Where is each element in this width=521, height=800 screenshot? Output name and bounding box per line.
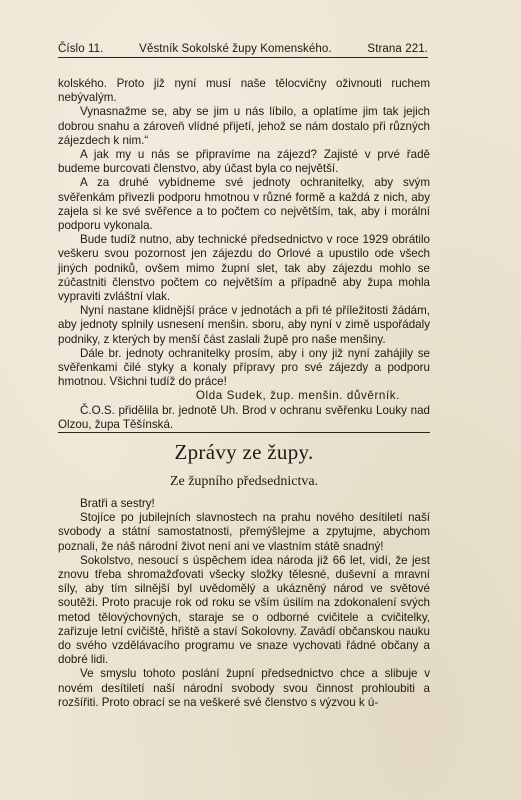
paragraph: A za druhé vybídneme své jednoty ochranitelky, aby svým svěřenkám přivezli podporu hmotnou v různé formě a každá z nich, aby zajela si ke své svěřence a to počtem co největším, tak, aby i morální podporu vykonala. — [58, 176, 430, 233]
paragraph: Dále br. jednoty ochranitelky prosím, aby i ony již nyní zahájily se svěřenkami čilé styky a konaly přípravy pro své zájezdy a podporu hmotnou. Všichni tudíž do práce! — [58, 346, 430, 389]
paragraph: Nyní nastane klidnější práce v jednotách a při té příležitosti žádám, aby jednoty splnily usnesení menšin. sboru, aby nyní v zimě uspořádaly podniky, z kterých by menší část zaslali župě pro naše menšiny. — [58, 304, 430, 346]
paragraph: Ve smyslu tohoto poslání župní předsednictvo chce a slibuje v novém desítiletí naší národní svobody svou činnost prohloubiti a rozšířiti. Proto obrací se na veškeré své členstvo s výzvou k ú- — [58, 667, 430, 709]
page-number: Strana 221. — [367, 43, 428, 55]
paragraph: Stojíce po jubilejních slavnostech na prahu nového desítiletí naší svobody a státní samostatnosti, přemýšlejme a zpytujme, abychom poznali, že náš národní život není ani ve vlastním státě snadný! — [58, 511, 430, 553]
salutation: Bratři a sestry! — [80, 497, 155, 510]
paragraph: A jak my u nás se připravíme na zájezd? Zajisté v prvé řadě budeme burcovati členstvo, aby účast byla co největší. — [58, 148, 430, 176]
author-signature: Olda Sudek, žup. menšin. důvěrník. — [195, 389, 400, 403]
paragraph: Bude tudíž nutno, aby technické předsednictvo v roce 1929 obrátilo veškeru svou pozornost jen zájezdu do Orlové a upustilo ode všech jiných podniků, ovšem mimo župní slet, tak aby zájezdu mohlo se zúčastniti členstvo počtem co největším a případně aby župa mohla vypraviti zvláštní vlak. — [58, 233, 430, 304]
issue-number: Číslo 11. — [58, 43, 104, 55]
paragraph: Sokolstvo, nesoucí s úspěchem idea národa již 66 let, vidí, že jest znovu třeba shromažďovati všecky složky tělesné, duševní a mravní síly, aby tím silnější byl uvědomělý a ukázněný národ ve světové soutěži. Proto pracuje rok od roku se vším úsilím na zdokonalení svých metod tělovýchovných, staraje se o odborné cvičitele a cvičitelky, zařizuje letní cvičiště, hřiště a staví Sokolovny. Zavádí občanskou nauku do svého vzdělávacího programu ve snaze vychovati řádné občany a dobré lidi. — [58, 553, 430, 667]
section-divider — [58, 432, 430, 433]
paragraph: kolského. Proto již nyní musí naše tělocvičny oživnouti ruchem nebývalým. — [58, 77, 430, 105]
section-subtitle: Ze župního předsednictva. — [169, 474, 319, 489]
paragraph: Vynasnažme se, aby se jim u nás líbilo, a oplatíme jim tak jejich dobrou snahu a zároveň vlídné přijetí, jehož se nám dostalo při různých zájezdech k nim.“ — [58, 105, 430, 147]
paragraph: Č.O.S. přidělila br. jednotě Uh. Brod v ochranu svěřenku Louky nad Olzou, župa Těšínská. — [58, 403, 430, 431]
section-body — [58, 497, 430, 710]
article-continuation — [58, 77, 430, 432]
running-header — [58, 43, 428, 58]
journal-title: Věstník Sokolské župy Komenského. — [139, 43, 332, 55]
section-title: Zprávy ze župy. — [174, 440, 314, 464]
